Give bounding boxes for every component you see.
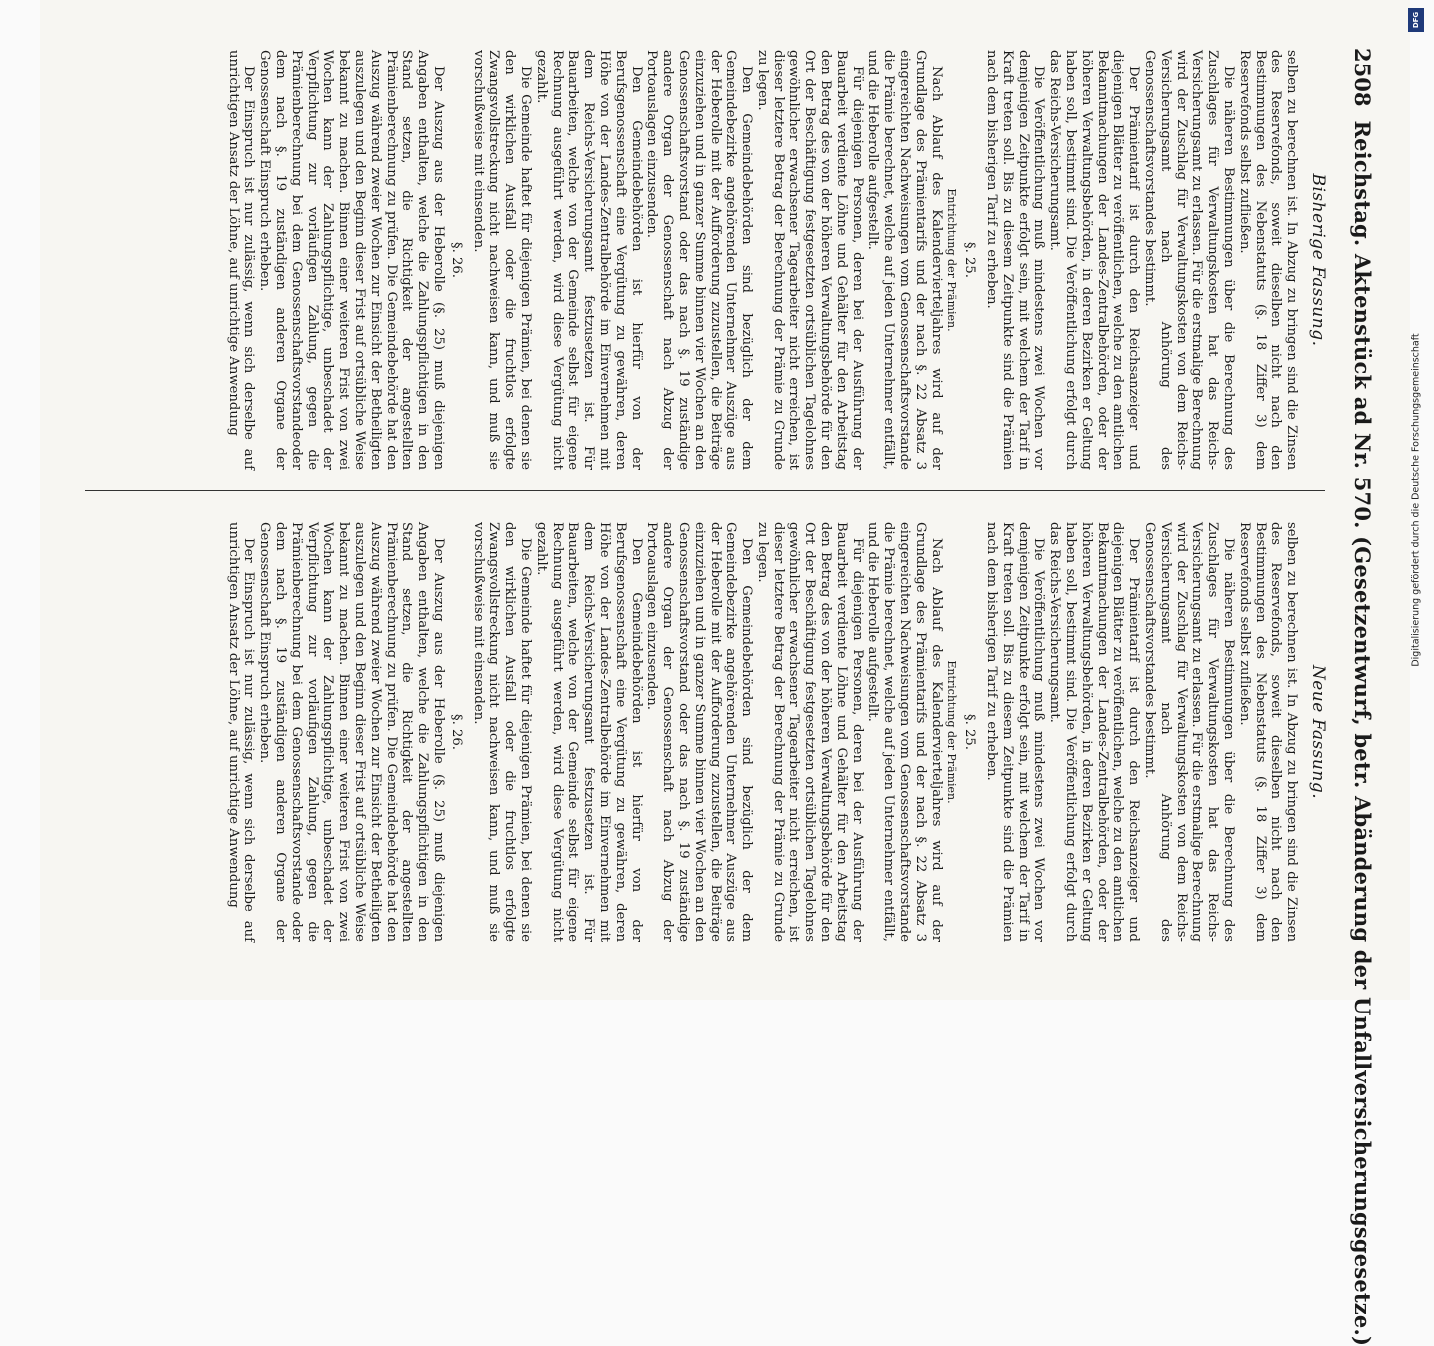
paragraph: Der Prämientarif ist durch den Reichsanzeiger und diejenigen Blätter zu veröffentlichen, welche zu den amtlichen Bekanntmachungen der Landes-Zentralbehörden, oder der höheren Verwaltungsbehörden, in deren Bezirken er Geltung haben soll, bestimmt sind. Die Veröffentlichung erfolgt durch das Reichs-Versicherungsamt. [1047, 522, 1142, 942]
section-25-note: Entrichtung der Prämien. [945, 188, 959, 332]
digitization-note: Digitalisierung gefördert durch die Deutsche Forschungsgemeinschaft [1410, 333, 1422, 667]
section-26-heading: §. 26. [448, 714, 464, 750]
paragraph: Der Einspruch ist nur zulässig, wenn sich derselbe auf unrichtigen Ansatz der Löhne, auf unrichtige Anwendung [225, 522, 257, 942]
section-25-heading: §. 25. [962, 714, 978, 750]
paragraph: Die Gemeinde haftet für diejenigen Prämien, bei denen sie den wirklichen Ausfall oder die fruchtlos erfolgte Zwangsvollstreckung nicht nachweisen kann, und muß sie vorschußweise mit einsenden. [470, 522, 533, 942]
paragraph: Den Gemeindebehörden sind bezüglich der dem Gemeindebezirke angehörenden Unternehmer Auszüge aus der Heberolle mit der Aufforderung zuzustellen, die Beiträge einzuziehen und in ganzer Summe binnen vier Wochen an den Genossenschaftsvorstand oder das nach §. 19 zuständige andere Organ der Genossenschaft nach Abzug der Portoauslagen einzusenden. [644, 50, 755, 470]
paragraph: Die näheren Bestimmungen über die Berechnung des Zuschlages für Verwaltungskosten hat das Reichs-Versicherungsamt zu erlassen. Für die erstmalige Berechnung wird der Zuschlag für Verwaltungskosten von dem Reichs-Versicherungsamt nach Anhörung des Genossenschaftsvorstandes bestimmt. [1142, 522, 1237, 942]
paragraph: Nach Ablauf des Kalendervierteljahres wird auf der Grundlage des Prämientarifs und der nach §. 22 Absatz 3 eingereichten Nachweisungen vom Genossenschaftsvorstande die Prämie berechnet, welche auf jeden Unternehmer entfällt, und die Heberolle aufgestellt. [865, 522, 944, 942]
page-header [1345, 48, 1375, 1346]
paragraph: Der Einspruch ist nur zulässig, wenn sich derselbe auf unrichtigen Ansatz der Löhne, auf unrichtige Anwendung [225, 50, 257, 470]
section-26-heading: §. 26. [448, 242, 464, 278]
rotated-sheet [65, 30, 1385, 1346]
left-column [85, 50, 1328, 470]
paragraph: Der Auszug aus der Heberolle (§. 25) muß diejenigen Angaben enthalten, welche die Zahlungspflichtigen in den Stand setzen, die Richtigkeit der angestellten Prämienberechnung zu prüfen. Die Gemeindebehörde hat den Auszug während zweier Wochen zur Einsicht der Betheiligten auszulegen und den Beginn dieser Frist auf ortsübliche Weise bekannt zu machen. Binnen einer weiteren Frist von zwei Wochen kann der Zahlungspflichtige, unbeschadet der Verpflichtung zur vorläufigen Zahlung, gegen die Prämienberechnung bei dem Genossenschaftsvorstande oder dem nach §. 19 zuständigen anderen Organe der Genossenschaft Einspruch erheben. [257, 522, 446, 942]
section-25-heading: §. 25. [962, 242, 978, 278]
paragraph: selben zu berechnen ist. In Abzug zu bringen sind die Zinsen des Reservefonds, soweit dieselben nicht nach den Bestimmungen des Nebenstatuts (§. 18 Ziffer 3) dem Reservefonds selbst zufließen. [1236, 50, 1300, 470]
paragraph: Nach Ablauf des Kalendervierteljahres wird auf der Grundlage des Prämientarifs und der nach §. 22 Absatz 3 eingereichten Nachweisungen vom Genossenschaftsvorstande die Prämie berechnet, welche auf jeden Unternehmer entfällt, und die Heberolle aufgestellt. [865, 50, 944, 470]
digitization-margin [1402, 0, 1430, 1000]
paragraph: selben zu berechnen ist. In Abzug zu bringen sind die Zinsen des Reservefonds, soweit dieselben nicht nach den Bestimmungen des Nebenstatuts (§. 18 Ziffer 3) dem Reservefonds selbst zufließen. [1236, 522, 1300, 942]
right-column-heading: Neue Fassung. [1308, 664, 1328, 800]
paragraph: Für diejenigen Personen, deren bei der Ausführung der Bauarbeit verdiente Löhne und Gehälter für den Arbeitstag den Betrag des von der höheren Verwaltungsbehörde für den Ort der Beschäftigung festgesetzten ortsüblichen Tagelohnes gewöhnlicher erwachsener Tagearbeiter nicht erreichen, ist dieser letztere Betrag der Berechnung der Prämie zu Grunde zu legen. [754, 522, 865, 942]
paragraph: Die näheren Bestimmungen über die Berechnung des Zuschlages für Verwaltungskosten hat das Reichs-Versicherungsamt zu erlassen. Für die erstmalige Berechnung wird der Zuschlag für Verwaltungskosten von dem Reichs-Versicherungsamt nach Anhörung des Genossenschaftsvorstandes bestimmt. [1142, 50, 1237, 470]
paragraph: Die Gemeinde haftet für diejenigen Prämien, bei denen sie den wirklichen Ausfall oder die fruchtlos erfolgte Zwangsvollstreckung nicht nachweisen kann, und muß sie vorschußweise mit einsenden. [470, 50, 533, 470]
paragraph: Der Auszug aus der Heberolle (§. 25) muß diejenigen Angaben enthalten, welche die Zahlungspflichtigen in den Stand setzen, die Richtigkeit der angestellten Prämienberechnung zu prüfen. Die Gemeindebehörde hat den Auszug während zweier Wochen zur Einsicht der Betheiligten auszulegen und den Beginn dieser Frist auf ortsübliche Weise bekannt zu machen. Binnen einer weiteren Frist von zwei Wochen kann der Zahlungspflichtige, unbeschadet der Verpflichtung zur vorläufigen Zahlung, gegen die Prämienberechnung bei dem Genossenschaftsvorstandeoder dem nach §. 19 zuständigen anderen Organe der Genossenschaft Einspruch erheben. [257, 50, 446, 470]
page-number: 2508 [1350, 48, 1375, 107]
dfg-logo-text: DFG [1412, 11, 1420, 29]
left-column-heading: Bisherige Fassung. [1308, 173, 1328, 347]
scanned-page [40, 0, 1410, 1346]
paragraph: Den Gemeindebehörden ist hierfür von der Berufsgenossenschaft eine Vergütung zu gewähren, deren Höhe von der Landes-Zentralbehörde im Einvernehmen mit dem Reichs-Versicherungsamt festzusetzen ist. Für Bauarbeiten, welche von der Gemeinde selbst für eigene Rechnung ausgeführt werden, wird diese Vergütung nicht gezahlt. [533, 50, 644, 470]
paragraph: Den Gemeindebehörden sind bezüglich der dem Gemeindebezirke angehörenden Unternehmer Auszüge aus der Heberolle mit der Aufforderung zuzustellen, die Beiträge einzuziehen und in ganzer Summe binnen vier Wochen an den Genossenschaftsvorstand oder das nach §. 19 zuständige andere Organ der Genossenschaft nach Abzug der Portoauslagen einzusenden. [644, 522, 755, 942]
right-column [85, 522, 1328, 942]
paragraph: Für diejenigen Personen, deren bei der Ausführung der Bauarbeit verdiente Löhne und Gehälter für den Arbeitstag den Betrag des von der höheren Verwaltungsbehörde für den Ort der Beschäftigung festgesetzten ortsüblichen Tagelohnes gewöhnlicher erwachsener Tagearbeiter nicht erreichen, ist dieser letztere Betrag der Berechnung der Prämie zu Grunde zu legen. [754, 50, 865, 470]
paragraph: Die Veröffentlichung muß mindestens zwei Wochen vor demjenigen Zeitpunkte erfolgt sein, mit welchem der Tarif in Kraft treten soll. Bis zu diesem Zeitpunkte sind die Prämien nach dem bisherigen Tarif zu erheben. [984, 522, 1047, 942]
paragraph: Der Prämientarif ist durch den Reichsanzeiger und diejenigen Blätter zu veröffentlichen, welche zu den amtlichen Bekanntmachungen der Landes-Zentralbehörden, oder der höheren Verwaltungsbehörden, in deren Bezirken er Geltung haben soll, bestimmt sind. Die Veröffentlichung erfolgt durch das Reichs-Versicherungsamt. [1047, 50, 1142, 470]
section-25-note: Entrichtung der Prämien. [945, 660, 959, 804]
paragraph: Die Veröffentlichung muß mindestens zwei Wochen vor demjenigen Zeitpunkte erfolgt sein, mit welchem der Tarif in Kraft treten soll. Bis zu diesem Zeitpunkte sind die Prämien nach dem bisherigen Tarif zu erheben. [984, 50, 1047, 470]
dfg-logo [1408, 8, 1424, 32]
paragraph: Den Gemeindebehörden ist hierfür von der Berufsgenossenschaft eine Vergütung zu gewähren, deren Höhe von der Landes-Zentralbehörde im Einvernehmen mit dem Reichs-Versicherungsamt festzusetzen ist. Für Bauarbeiten, welche von der Gemeinde selbst für eigene Rechnung ausgeführt werden, wird diese Vergütung nicht gezahlt. [533, 522, 644, 942]
column-divider [85, 490, 1325, 491]
page-title: Reichstag. Aktenstück ad Nr. 570. (Gesetzentwurf, betr. Abänderung der Unfallversicherungsgesetze.) [1350, 120, 1375, 1346]
